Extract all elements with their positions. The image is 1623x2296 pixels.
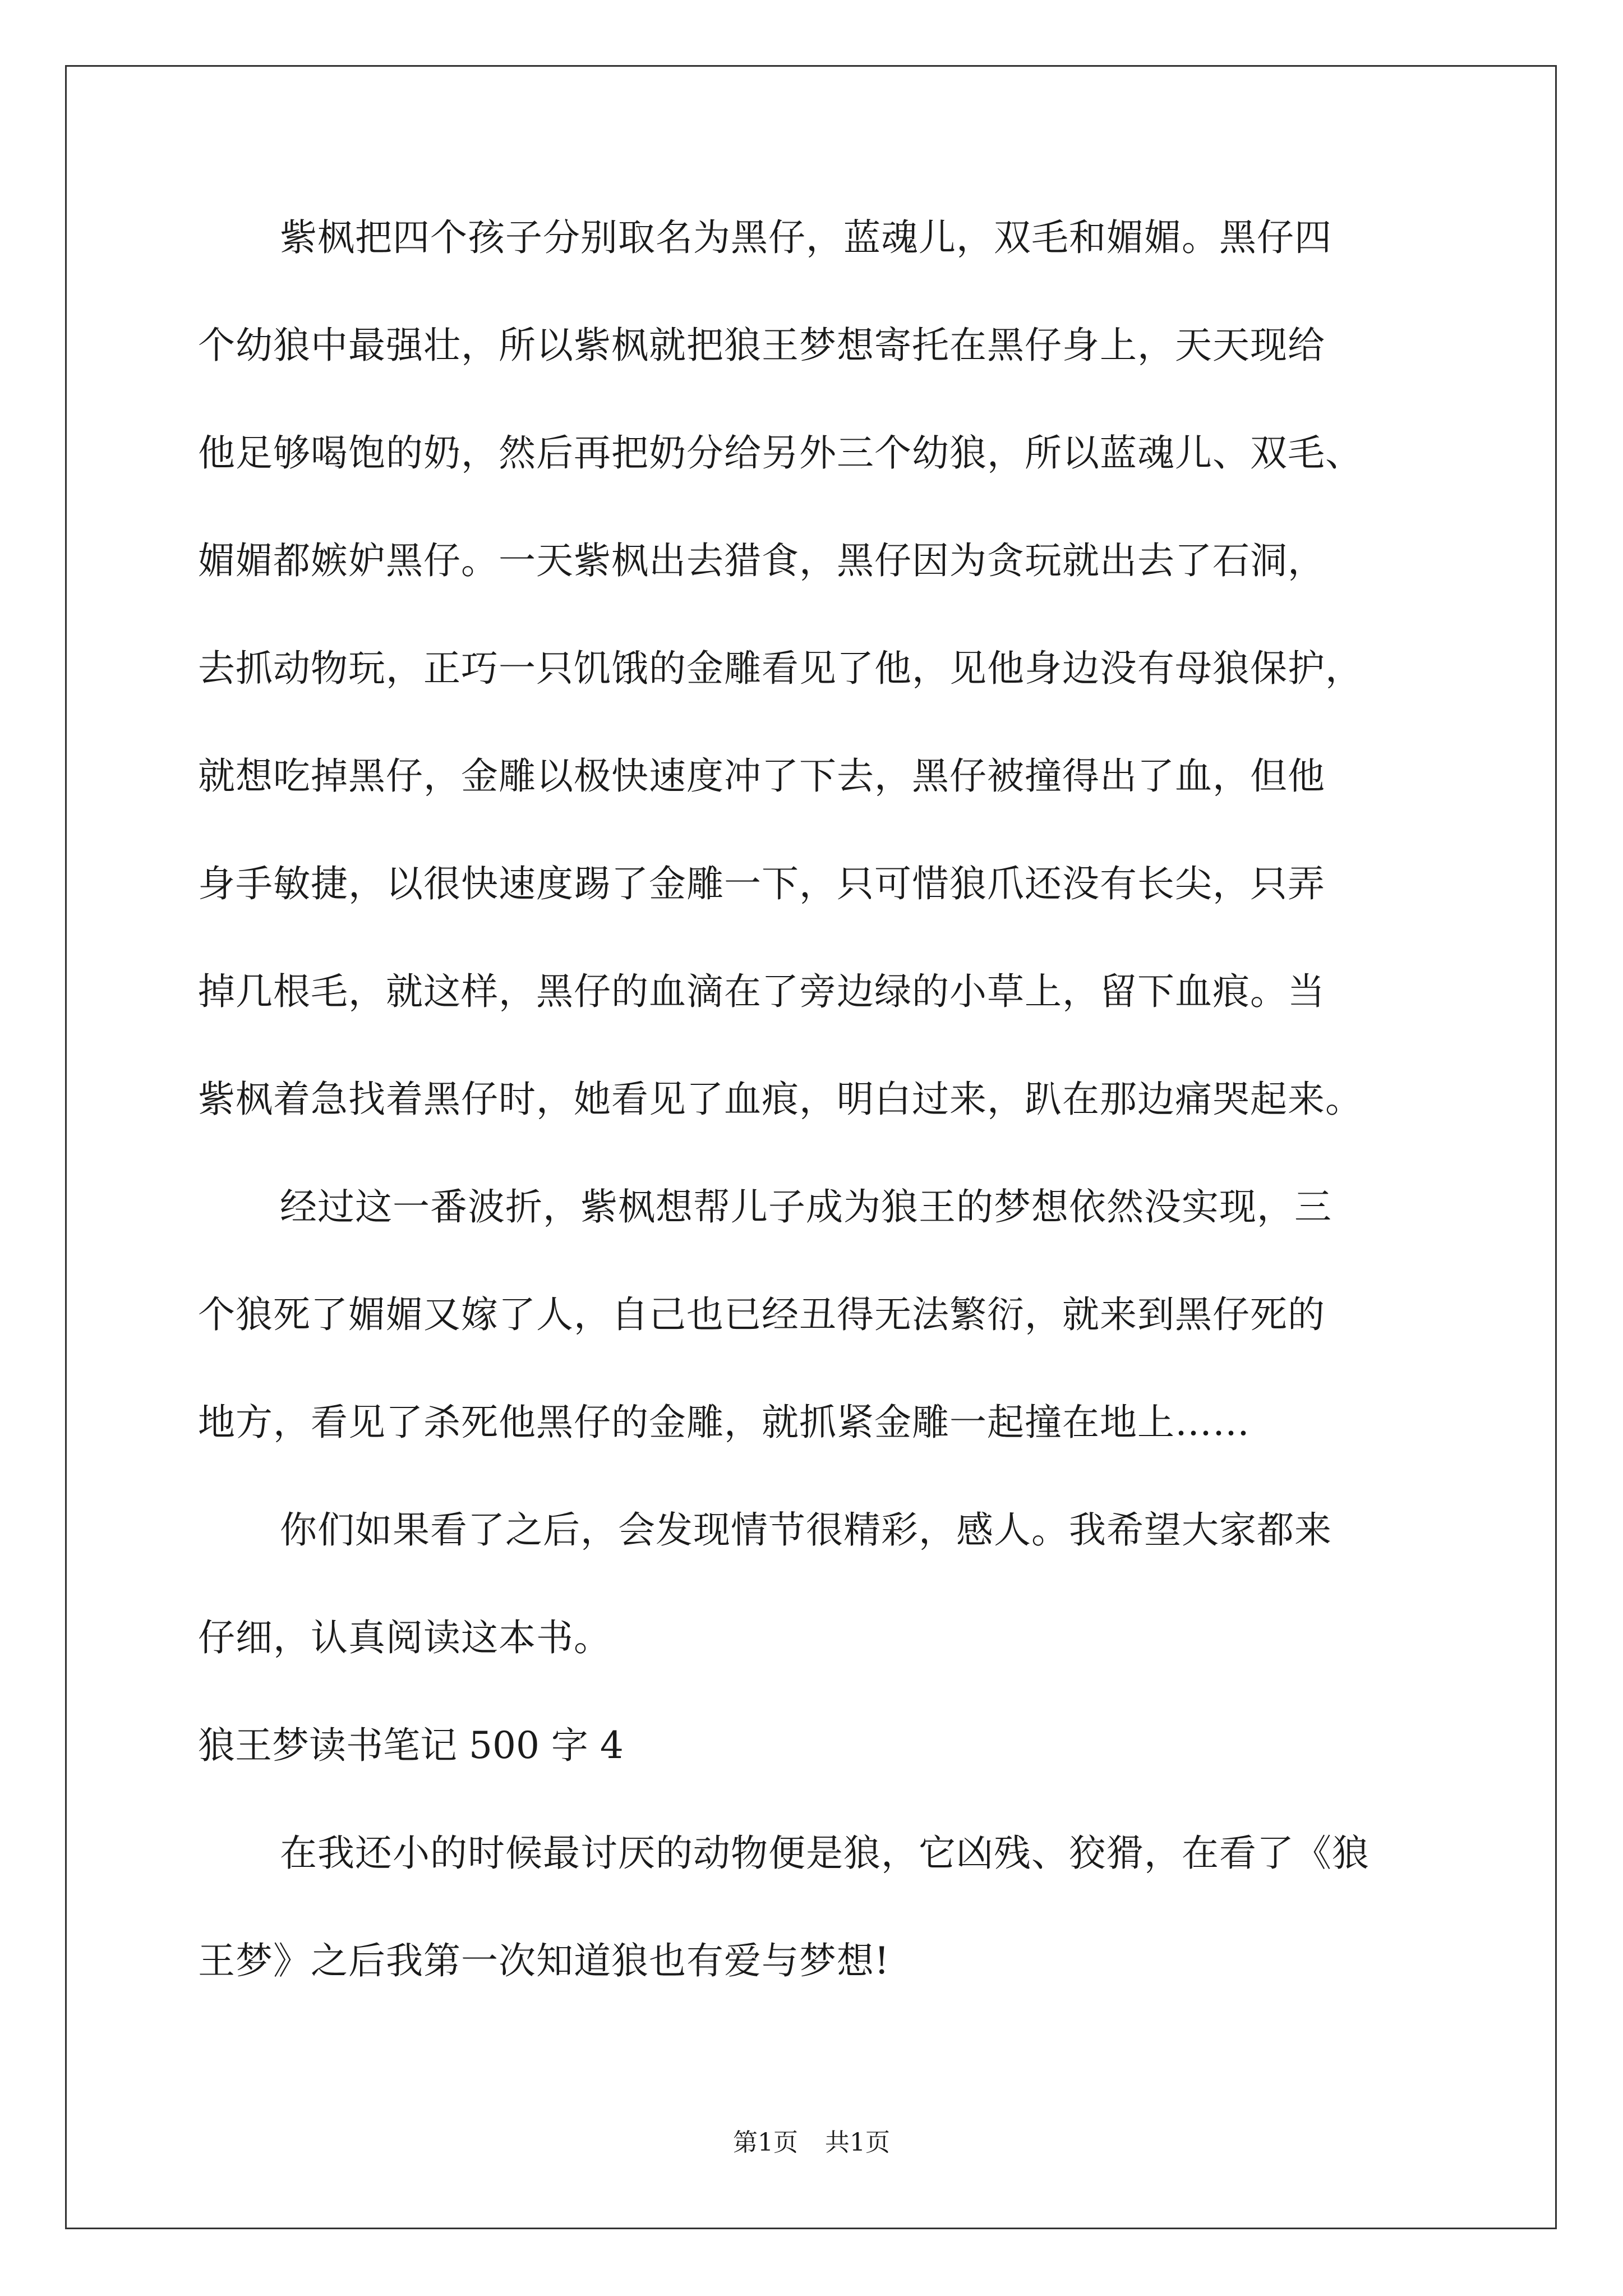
text-line: 在我还小的时候最讨厌的动物便是狼，它凶残、狡猾，在看了《狼 xyxy=(280,1832,1370,1875)
text-line: 王梦》之后我第一次知道狼也有爱与梦想! xyxy=(198,1939,890,1982)
page-footer xyxy=(0,2126,1623,2160)
text-line: 个狼死了媚媚又嫁了人，自己也已经丑得无法繁衍，就来到黑仔死的 xyxy=(198,1293,1325,1336)
text-line: 紫枫把四个孩子分别取名为黑仔，蓝魂儿，双毛和媚媚。黑仔四 xyxy=(280,216,1332,259)
text-line: 他足够喝饱的奶，然后再把奶分给另外三个幼狼，所以蓝魂儿、双毛、 xyxy=(198,431,1363,475)
text-line: 掉几根毛，就这样，黑仔的血滴在了旁边绿的小草上，留下血痕。当 xyxy=(198,970,1325,1013)
document-body xyxy=(198,208,1432,2039)
section-heading: 狼王梦读书笔记 500 字 4 xyxy=(198,1724,624,1767)
text-line: 仔细，认真阅读这本书。 xyxy=(198,1616,611,1659)
text-line: 经过这一番波折，紫枫想帮儿子成为狼王的梦想依然没实现，三 xyxy=(280,1185,1332,1228)
text-line: 个幼狼中最强壮，所以紫枫就把狼王梦想寄托在黑仔身上，天天现给 xyxy=(198,324,1325,367)
text-line: 你们如果看了之后，会发现情节很精彩，感人。我希望大家都来 xyxy=(280,1508,1332,1552)
text-line: 就想吃掉黑仔，金雕以极快速度冲了下去，黑仔被撞得出了血，但他 xyxy=(198,754,1325,798)
page-total: 共1页 xyxy=(825,2128,890,2157)
text-line: 去抓动物玩，正巧一只饥饿的金雕看见了他，见他身边没有母狼保护， xyxy=(198,647,1363,690)
text-line: 紫枫着急找着黑仔时，她看见了血痕，明白过来，趴在那边痛哭起来。 xyxy=(198,1078,1363,1121)
text-line: 地方，看见了杀死他黑仔的金雕，就抓紧金雕一起撞在地上…… xyxy=(198,1401,1250,1444)
text-line: 媚媚都嫉妒黑仔。一天紫枫出去猎食，黑仔因为贪玩就出去了石洞， xyxy=(198,539,1325,582)
page-number: 第1页 xyxy=(733,2128,798,2157)
text-line: 身手敏捷，以很快速度踢了金雕一下，只可惜狼爪还没有长尖，只弄 xyxy=(198,862,1325,905)
